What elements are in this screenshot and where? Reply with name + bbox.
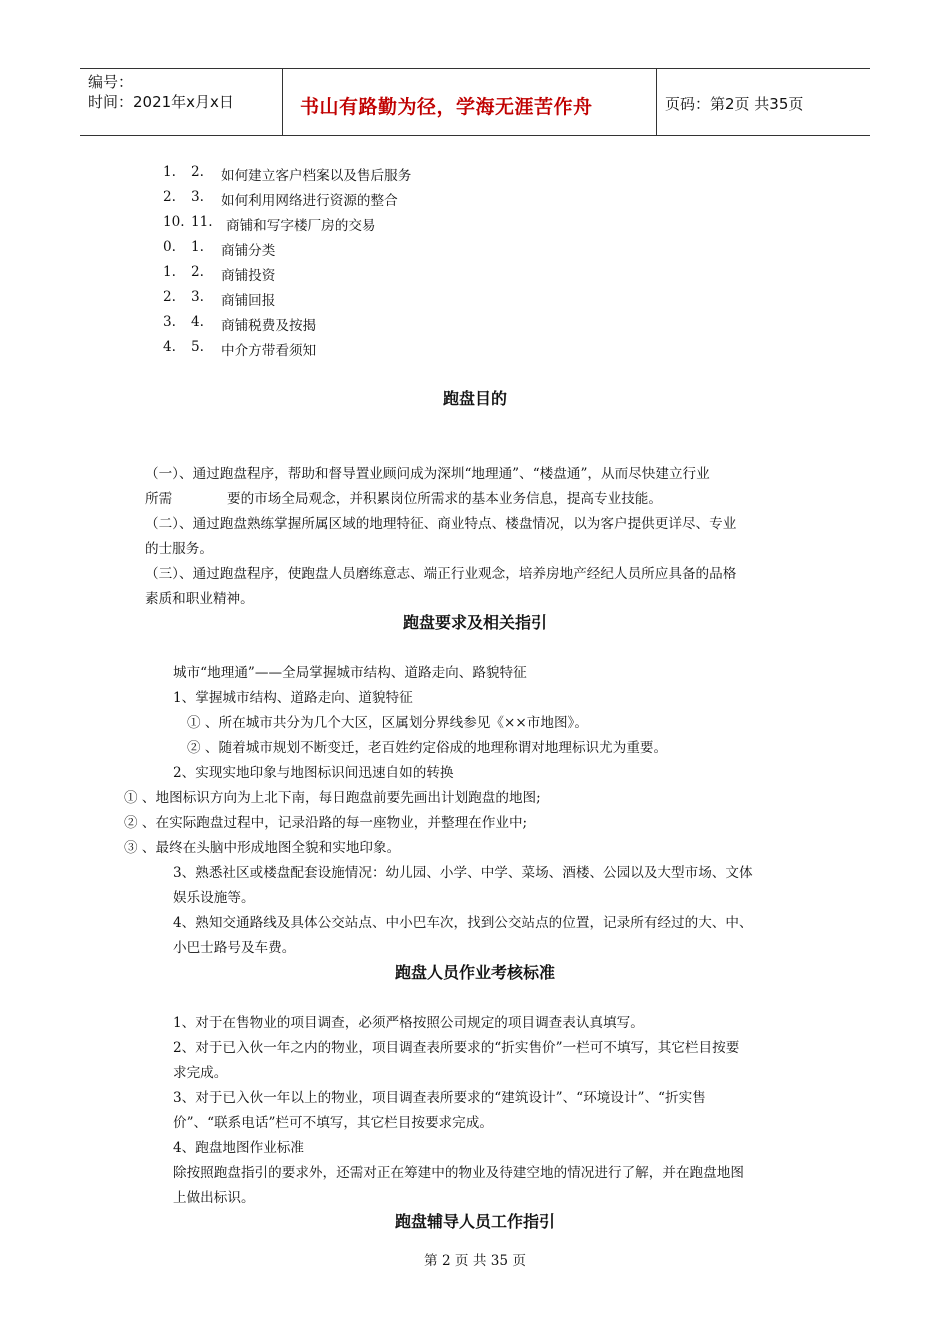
toc-item: 商铺和写字楼厂房的交易 [226, 218, 376, 234]
toc-num-a: 0. [163, 239, 176, 255]
section-title-purpose: 跑盘目的 [442, 389, 507, 408]
paragraph-line: （三）、通过跑盘程序，使跑盘人员磨练意志、端正行业观念，培养房地产经纪人员所应具备的品格 [145, 566, 737, 582]
paragraph-line: 上做出标识。 [173, 1190, 255, 1206]
toc-num-b: 4. [191, 314, 204, 330]
toc-num-a: 2. [163, 289, 176, 305]
toc-num-a: 1. [163, 164, 176, 180]
paragraph-line: ③ 、最终在头脑中形成地图全貌和实地印象。 [124, 840, 401, 856]
paragraph-line: 求完成。 [173, 1065, 228, 1081]
paragraph-line: 要的市场全局观念，并积累岗位所需求的基本业务信息，提高专业技能。 [227, 491, 662, 507]
toc-item: 如何建立客户档案以及售后服务 [221, 168, 412, 184]
paragraph-line: 的士服务。 [145, 541, 213, 557]
paragraph-line: （二）、通过跑盘熟练掌握所属区域的地理特征、商业特点、楼盘情况，以为客户提供更详尽、专业 [145, 516, 737, 532]
toc-num-a: 4. [163, 339, 176, 355]
toc-num-b: 2. [191, 164, 204, 180]
section-title-guidance: 跑盘辅导人员工作指引 [394, 1212, 555, 1231]
paragraph-line: （一）、通过跑盘程序，帮助和督导置业顾问成为深圳“地理通”、“楼盘通”，从而尽快建立行业 [145, 466, 710, 482]
toc-item: 中介方带看须知 [221, 343, 317, 359]
paragraph-line: 3、熟悉社区或楼盘配套设施情况：幼儿园、小学、中学、菜场、酒楼、公园以及大型市场、文体 [173, 865, 753, 881]
header-page-label: 页码：第2页 共35页 [665, 95, 804, 113]
paragraph-line: ① 、地图标识方向为上北下南，每日跑盘前要先画出计划跑盘的地图; [124, 790, 541, 806]
paragraph-line: 2、实现实地印象与地图标识间迅速自如的转换 [173, 765, 454, 781]
toc-num-b: 1. [191, 239, 204, 255]
toc-item: 如何利用网络进行资源的整合 [221, 193, 398, 209]
section-title-requirements: 跑盘要求及相关指引 [402, 613, 547, 632]
paragraph-line: 4、熟知交通路线及具体公交站点、中小巴车次，找到公交站点的位置，记录所有经过的大、中、 [173, 915, 753, 931]
toc-num-b: 2. [191, 264, 204, 280]
paragraph-line: 1、对于在售物业的项目调查，必须严格按照公司规定的项目调查表认真填写。 [173, 1015, 644, 1031]
paragraph-line: 价”、“联系电话”栏可不填写，其它栏目按要求完成。 [173, 1115, 493, 1131]
toc-num-b: 11. [191, 214, 213, 230]
header-motto: 书山有路勤为径，学海无涯苦作舟 [300, 96, 593, 118]
doc-date-label: 时间：2021年x月x日 [88, 93, 234, 111]
paragraph-line: 素质和职业精神。 [145, 591, 254, 607]
toc-item: 商铺分类 [221, 243, 276, 259]
paragraph-line: ② 、在实际跑盘过程中，记录沿路的每一座物业，并整理在作业中; [124, 815, 528, 831]
toc-num-b: 5. [191, 339, 204, 355]
paragraph-line: ① 、所在城市共分为几个大区，区属划分界线参见《××市地图》。 [187, 715, 588, 731]
toc-item: 商铺回报 [221, 293, 276, 309]
section-title-assessment: 跑盘人员作业考核标准 [394, 963, 555, 982]
toc-item: 商铺税费及按揭 [221, 318, 317, 334]
paragraph-line: 3、对于已入伙一年以上的物业，项目调查表所要求的“建筑设计”、“环境设计”、“折实售 [173, 1090, 706, 1106]
doc-number-label: 编号： [88, 73, 134, 91]
paragraph-line: 小巴士路号及车费。 [173, 940, 296, 956]
toc-num-b: 3. [191, 289, 204, 305]
toc-item: 商铺投资 [221, 268, 276, 284]
page-footer: 第 2 页 共 35 页 [424, 1253, 526, 1269]
paragraph-line: 除按照跑盘指引的要求外，还需对正在筹建中的物业及待建空地的情况进行了解，并在跑盘地图 [173, 1165, 744, 1181]
toc-num-a: 3. [163, 314, 176, 330]
toc-num-b: 3. [191, 189, 204, 205]
toc-num-a: 1. [163, 264, 176, 280]
paragraph-line: 所需 [145, 491, 173, 507]
paragraph-line: ② 、随着城市规划不断变迁，老百姓约定俗成的地理称谓对地理标识尤为重要。 [187, 740, 668, 756]
paragraph-line: 城市“地理通”——全局掌握城市结构、道路走向、路貌特征 [173, 665, 527, 681]
paragraph-line: 娱乐设施等。 [173, 890, 255, 906]
paragraph-line: 1、掌握城市结构、道路走向、道貌特征 [173, 690, 413, 706]
paragraph-line: 4、跑盘地图作业标准 [173, 1140, 304, 1156]
toc-num-a: 2. [163, 189, 176, 205]
paragraph-line: 2、对于已入伙一年之内的物业，项目调查表所要求的“折实售价”一栏可不填写，其它栏目按要 [173, 1040, 740, 1056]
toc-num-a: 10. [163, 214, 185, 230]
